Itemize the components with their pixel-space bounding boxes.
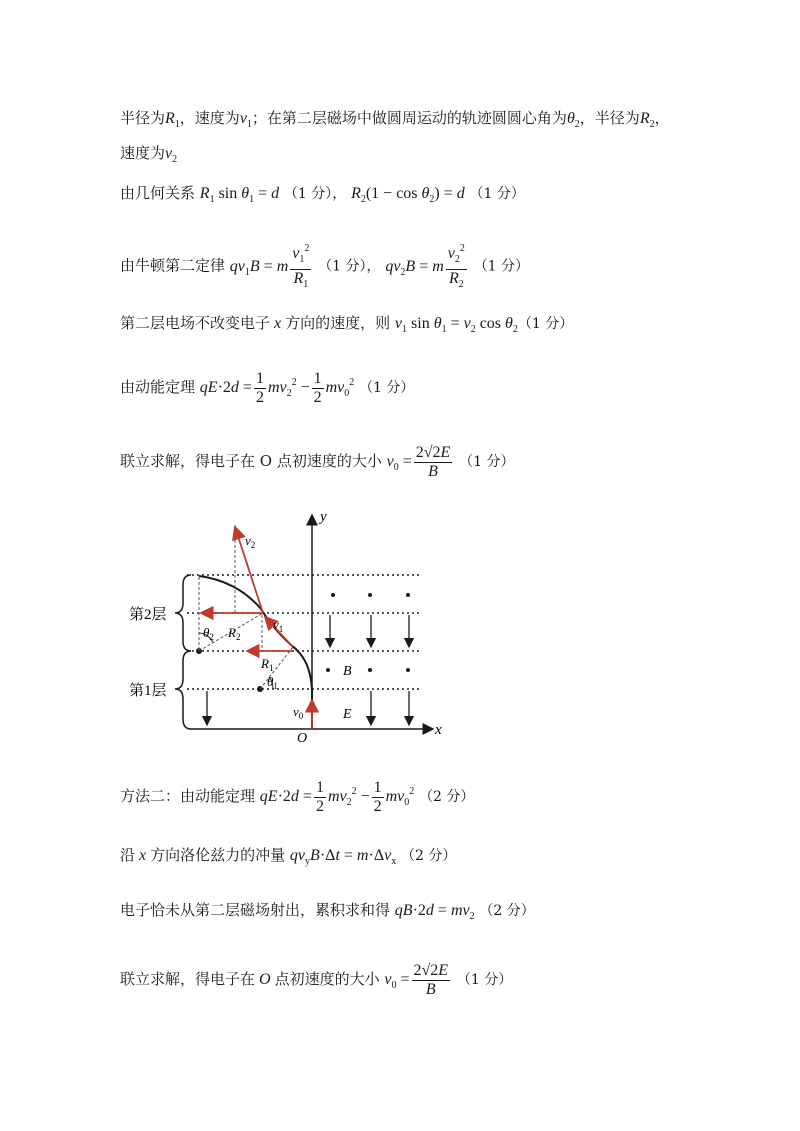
text-fragment: 方法二：由动能定理 — [120, 787, 256, 806]
math-x: x — [135, 847, 151, 864]
equation-sum: $qB\cdot 2d = mv_2$ — [394, 902, 475, 922]
equation-result-1: $v_0$ = $\frac{2√2E}{B}$ — [386, 444, 451, 480]
math-R1: $R_1$ — [165, 110, 180, 130]
label-v0: $v_0$ — [293, 704, 304, 721]
score-note: （1 分） — [517, 316, 574, 332]
text-fragment: 由牛顿第二定律 — [120, 256, 226, 275]
text-fragment: 第二层电场不改变电子 — [120, 314, 271, 332]
score-note: （1 分） — [456, 972, 513, 989]
label-theta2: $\theta_2$ — [203, 625, 214, 642]
math-theta2: $\theta_2$ — [566, 110, 580, 130]
magnetic-field-dots-layer1 — [326, 668, 410, 672]
text-fragment: 由动能定理 — [120, 378, 196, 397]
text-fragment: 联立求解，得电子在 — [120, 970, 256, 989]
text-line-6 — [120, 370, 414, 407]
equation-newton-2: $qv_2B = m$ $\frac{v_2^2}{R_2}$ — [385, 258, 469, 275]
math-O: O — [255, 971, 275, 989]
text-fragment: ， — [654, 109, 670, 127]
label-R2: $R_2$ — [228, 625, 241, 642]
equation-geometry-1: $R_1$ $\sin \theta_1 = d$ — [199, 185, 280, 205]
text-fragment: ，半径为 — [579, 109, 640, 127]
equation-result-2: $v_0$ = $\frac{2√2E}{B}$ — [384, 962, 449, 998]
text-fragment: ；在第二层磁场中做圆周运动的轨迹圆圆心角为 — [251, 109, 567, 127]
score-note: （1 分）， — [318, 258, 381, 275]
layer2-label: 第2层 — [129, 607, 167, 623]
score-note: （1 分） — [469, 186, 525, 202]
score-note: （1 分） — [473, 258, 530, 275]
score-note: （1 分） — [359, 380, 415, 397]
equation-energy-2: qE·2d = $\frac{1}{2}$ $mv_2^2$ − $\frac{1}{2}$ $mv_0^2$ — [259, 779, 415, 815]
text-line-9 — [120, 845, 456, 872]
text-line-3 — [120, 183, 525, 210]
score-note: （2 分） — [419, 789, 475, 806]
text-fragment: ，速度为 — [179, 109, 240, 127]
score-note: （2 分） — [401, 848, 457, 864]
equation-energy: qE·2d = $\frac{1}{2}$ $mv_2^2$ − $\frac{1}{2}$ $mv_0^2$ — [199, 370, 355, 406]
text-line-2 — [120, 143, 177, 170]
label-v1: $v_1$ — [273, 617, 284, 634]
text-fragment: 由几何关系 — [120, 184, 196, 202]
label-theta1: $\theta_1$ — [267, 674, 278, 691]
physics-diagram — [115, 505, 455, 745]
electric-field-arrows-layer1 — [207, 691, 409, 725]
text-line-7 — [120, 444, 514, 481]
layer1-label: 第1层 — [129, 683, 167, 699]
text-fragment: 点初速度的大小 — [274, 970, 380, 989]
text-fragment: 沿 — [120, 846, 136, 864]
text-fragment: 方向洛伦兹力的冲量 — [150, 846, 286, 864]
text-line-5 — [120, 313, 573, 340]
equation-geometry-2: $R_2(1 - \cos \theta_2) = d$ — [351, 185, 465, 205]
label-R1: $R_1$ — [261, 656, 274, 673]
brace-layer1 — [175, 651, 191, 729]
label-E: E — [343, 707, 352, 722]
text-fragment: 联立求解，得电子在 O 点初速度的大小 — [120, 452, 382, 471]
score-note: （2 分） — [479, 903, 535, 919]
text-fragment: 方向的速度，则 — [285, 314, 391, 332]
x-axis-label: x — [435, 722, 442, 738]
equation-impulse: $qv_yB\cdot\Delta t = m\cdot\Delta v_x$ — [289, 847, 397, 867]
label-v2: $v_2$ — [245, 533, 256, 550]
equation-newton-1: $qv_1B = m$ $\frac{v_1^2}{R_1}$ — [230, 258, 314, 275]
score-note: （1 分） — [459, 454, 515, 471]
magnetic-field-dots-layer2 — [331, 593, 410, 597]
text-fragment: 半径为 — [120, 109, 166, 127]
text-line-4 — [120, 240, 529, 294]
text-line-10 — [120, 900, 535, 927]
text-fragment: 电子恰未从第二层磁场射出，累积求和得 — [120, 901, 391, 919]
score-note: （1 分）， — [283, 186, 347, 202]
math-v1: $v_1$ — [239, 110, 252, 130]
math-v2: $v_2$ — [165, 145, 178, 165]
label-B: B — [343, 664, 352, 679]
y-axis-label: y — [320, 509, 327, 525]
text-fragment: 速度为 — [120, 144, 166, 162]
origin-label: O — [297, 731, 308, 745]
text-line-8 — [120, 779, 474, 816]
text-line-1 — [120, 108, 670, 135]
math-R2: $R_2$ — [639, 110, 655, 130]
math-x: x — [270, 315, 286, 332]
equation-velocity: $v_1$ $\sin \theta_1 = v_2$ $\cos \theta_2$ — [394, 315, 518, 335]
text-line-11 — [120, 962, 512, 999]
electric-field-arrows-layer2 — [330, 615, 409, 647]
